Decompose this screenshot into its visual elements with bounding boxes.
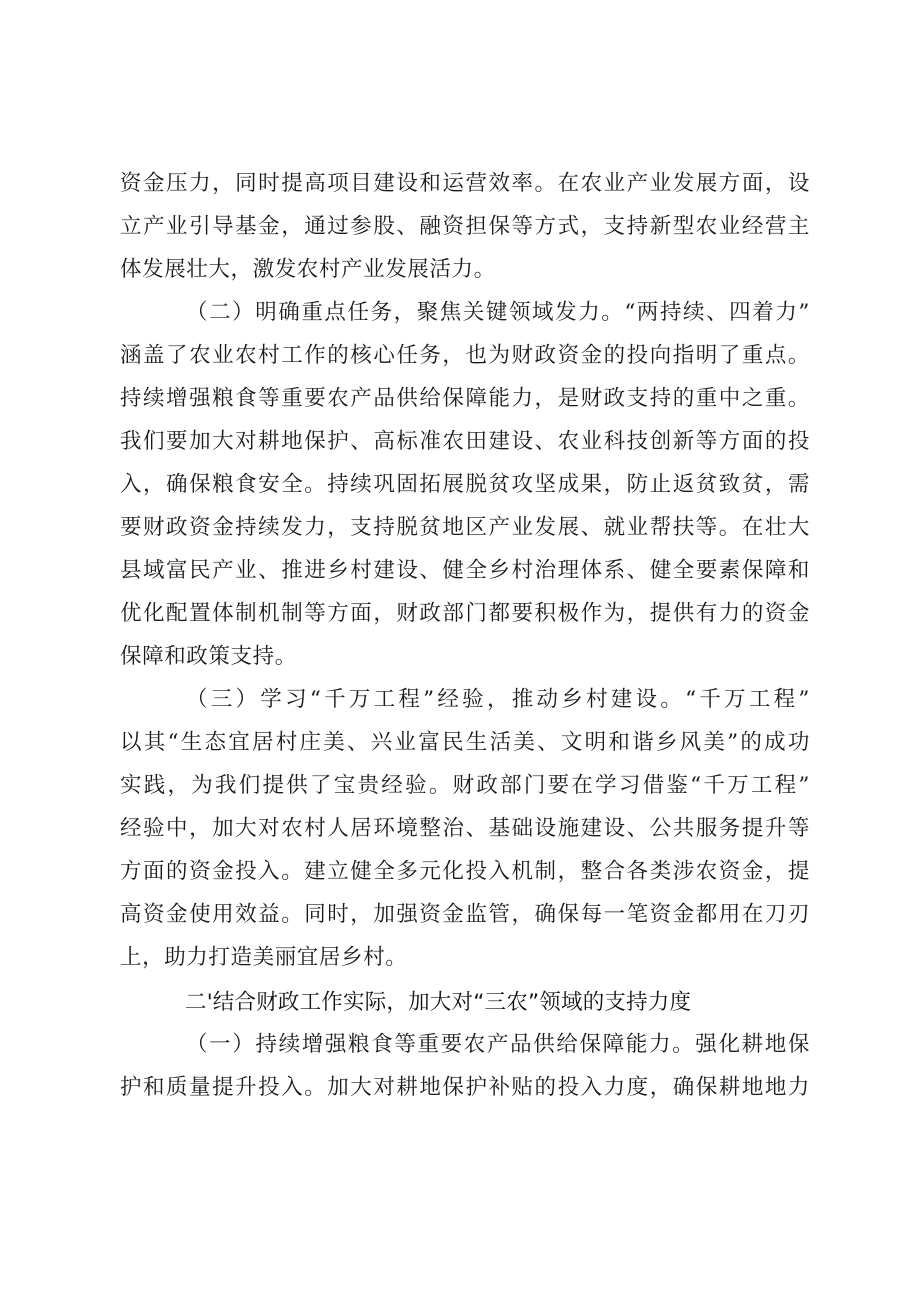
section-subheading-line: （二）明确重点任务，聚焦关键领域发力。“两持续、四着力” bbox=[186, 300, 810, 325]
paragraph-line: 保障和政策支持。 bbox=[120, 644, 297, 669]
paragraph-line: 方面的资金投入。建立健全多元化投入机制，整合各类涉农资金，提 bbox=[120, 859, 810, 884]
paragraph-line: 要财政资金持续发力，支持脱贫地区产业发展、就业帮扶等。在壮大 bbox=[120, 515, 810, 540]
paragraph-line: 以其“生态宜居村庄美、兴业富民生活美、文明和谐乡风美”的成功 bbox=[120, 730, 810, 755]
paragraph-line: 经验中，加大对农村人居环境整治、基础设施建设、公共服务提升等 bbox=[120, 816, 810, 841]
paragraph-line: 入，确保粮食安全。持续巩固拓展脱贫攻坚成果，防止返贫致贫，需 bbox=[120, 472, 810, 497]
paragraph-line: 上，助力打造美丽宜居乡村。 bbox=[120, 945, 408, 970]
paragraph-line: 优化配置体制机制等方面，财政部门都要积极作为，提供有力的资金 bbox=[120, 601, 810, 626]
paragraph-line: 护和质量提升投入。加大对耕地保护补贴的投入力度，确保耕地地力 bbox=[120, 1075, 810, 1100]
paragraph-line: 实践，为我们提供了宝贵经验。财政部门要在学习借鉴“千万工程” bbox=[120, 773, 810, 798]
section-heading: 二'结合财政工作实际，加大对“三农”领域的支持力度 bbox=[185, 990, 692, 1015]
paragraph-line: 县域富民产业、推进乡村建设、健全乡村治理体系、健全要素保障和 bbox=[120, 558, 810, 583]
paragraph-line: 高资金使用效益。同时，加强资金监管，确保每一笔资金都用在刀刃 bbox=[120, 902, 810, 927]
paragraph-line: 资金压力，同时提高项目建设和运营效率。在农业产业发展方面，设 bbox=[120, 171, 810, 196]
paragraph-line: 涵盖了农业农村工作的核心任务，也为财政资金的投向指明了重点。 bbox=[120, 343, 810, 368]
section-subheading-line: （三）学习“千万工程”经验，推动乡村建设。“千万工程” bbox=[186, 687, 810, 712]
paragraph-line: 体发展壮大，激发农村产业发展活力。 bbox=[120, 257, 496, 282]
paragraph-line: 持续增强粮食等重要农产品供给保障能力，是财政支持的重中之重。 bbox=[120, 386, 810, 411]
paragraph-line: 我们要加大对耕地保护、高标准农田建设、农业科技创新等方面的投 bbox=[120, 429, 810, 454]
section-subheading-line: （一）持续增强粮食等重要农产品供给保障能力。强化耕地保 bbox=[186, 1032, 810, 1057]
paragraph-line: 立产业引导基金，通过参股、融资担保等方式，支持新型农业经营主 bbox=[120, 214, 810, 239]
